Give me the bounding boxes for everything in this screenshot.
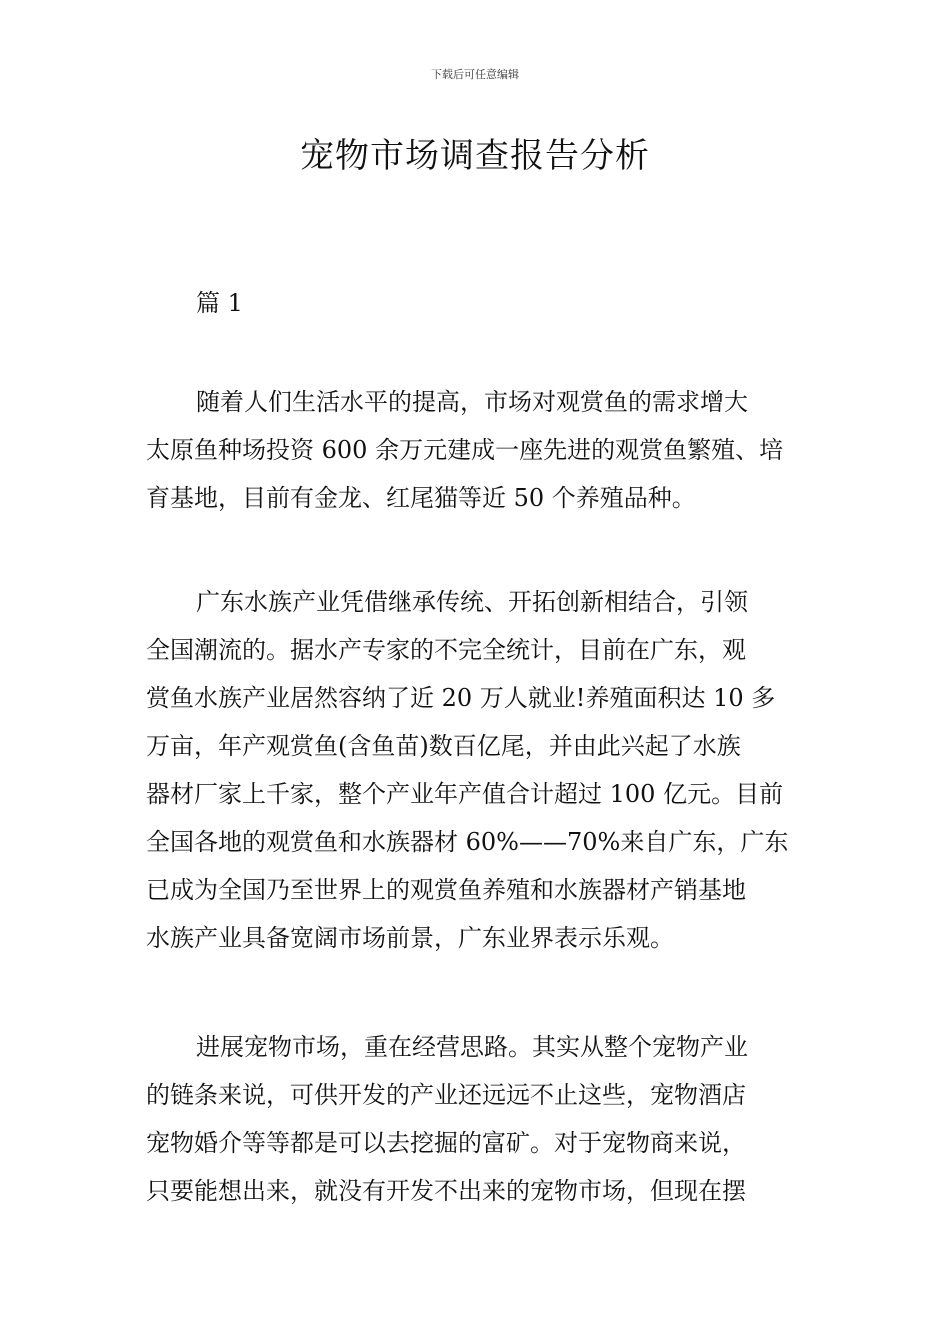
paragraph-line: 已成为全国乃至世界上的观赏鱼养殖和水族器材产销基地 [146,876,746,904]
section-label: 篇 1 [196,289,243,317]
paragraph-line: 的链条来说，可供开发的产业还远远不止这些，宠物酒店 [146,1081,746,1109]
paragraph-line: 器材厂家上千家，整个产业年产值合计超过 100 亿元。目前 [146,780,784,808]
paragraph-line: 广东水族产业凭借继承传统、开拓创新相结合，引领 [196,588,748,616]
paragraph-line: 太原鱼种场投资 600 余万元建成一座先进的观赏鱼繁殖、培 [146,436,784,464]
paragraph-line: 全国潮流的。据水产专家的不完全统计，目前在广东，观 [146,636,746,664]
paragraph-line: 宠物婚介等等都是可以去挖掘的富矿。对于宠物商来说， [146,1129,746,1157]
paragraph-line: 赏鱼水族产业居然容纳了近 20 万人就业!养殖面积达 10 多 [146,684,776,712]
paragraph-1 [146,378,806,522]
page-title: 宠物市场调查报告分析 [300,136,650,176]
paragraph-line: 全国各地的观赏鱼和水族器材 60%——70%来自广东，广东 [146,828,789,856]
header-note: 下载后可任意编辑 [431,68,519,81]
paragraph-line: 进展宠物市场，重在经营思路。其实从整个宠物产业 [196,1033,748,1061]
paragraph-line: 只要能想出来，就没有开发不出来的宠物市场，但现在摆 [146,1177,746,1205]
paragraph-line: 育基地，目前有金龙、红尾猫等近 50 个养殖品种。 [146,484,696,512]
paragraph-line: 万亩，年产观赏鱼(含鱼苗)数百亿尾，并由此兴起了水族 [146,732,741,760]
paragraph-2 [146,578,806,962]
paragraph-3 [146,1023,806,1215]
paragraph-line: 随着人们生活水平的提高，市场对观赏鱼的需求增大 [196,388,748,416]
paragraph-line: 水族产业具备宽阔市场前景，广东业界表示乐观。 [146,924,674,952]
